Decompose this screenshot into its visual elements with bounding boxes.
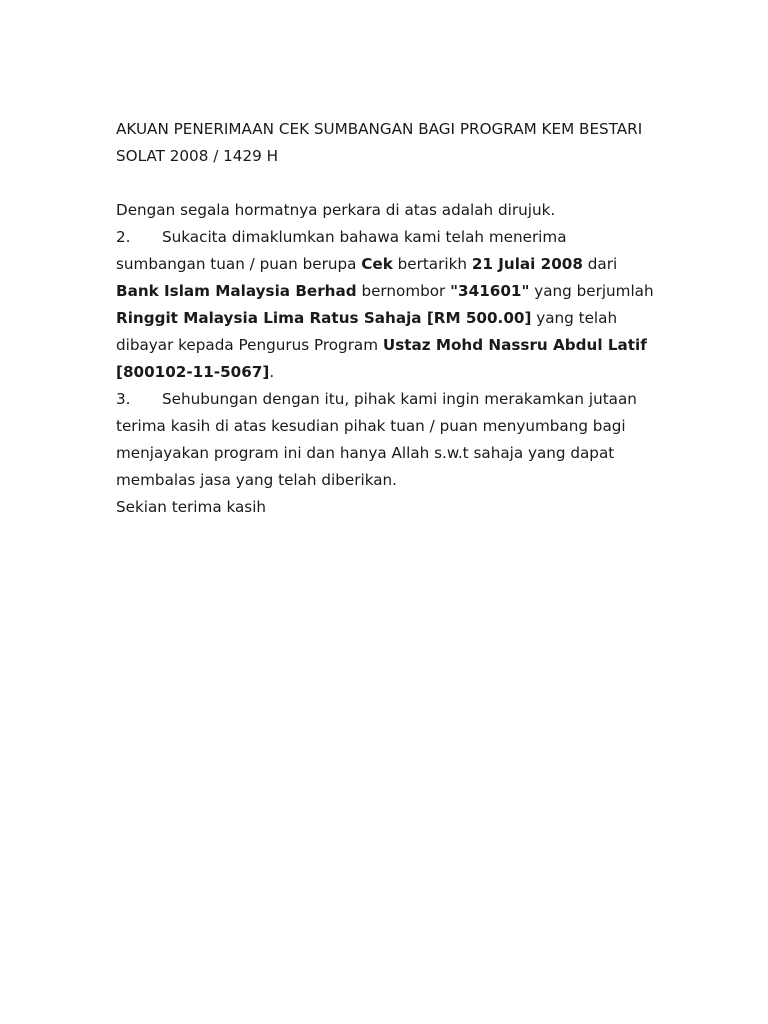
payment-method: Cek bbox=[361, 255, 393, 273]
closing-line: Sekian terima kasih bbox=[116, 498, 267, 516]
paragraph-3-text: Sehubungan dengan itu, pihak kami ingin merakamkan jutaan terima kasih di atas kesudian pihak tuan / puan menyumbang bagi menjayakan program ini dan hanya Allah s.w.t sahaja yang dapat membalas jasa yang telah diberikan. bbox=[116, 390, 637, 489]
paragraph-2-text-2: bertarikh bbox=[392, 255, 472, 273]
paragraph-2-text-3: dari bbox=[582, 255, 618, 273]
paragraph-2-text-7: . bbox=[269, 363, 275, 381]
letter-title: AKUAN PENERIMAAN CEK SUMBANGAN BAGI PROGRAM KEM BESTARI SOLAT 2008 / 1429 H bbox=[116, 120, 643, 165]
paragraph-2-text-5: yang berjumlah bbox=[529, 282, 654, 300]
paragraph-3-number: 3. bbox=[116, 390, 131, 408]
paragraph-2-text-6: yang telah dibayar kepada Pengurus Program bbox=[116, 309, 618, 354]
bank-name: Bank Islam Malaysia Berhad bbox=[116, 282, 357, 300]
paragraph-2 bbox=[116, 224, 656, 386]
opening-line: Dengan segala hormatnya perkara di atas adalah dirujuk. bbox=[116, 201, 556, 219]
program-manager: Ustaz Mohd Nassru Abdul Latif [800102-11-5067] bbox=[116, 336, 647, 381]
paragraph-2-number: 2. bbox=[116, 228, 131, 246]
amount: Ringgit Malaysia Lima Ratus Sahaja [RM 500.00] bbox=[116, 309, 532, 327]
letter-body bbox=[116, 116, 656, 521]
paragraph-2-text-4: bernombor bbox=[356, 282, 451, 300]
cheque-number: "341601" bbox=[450, 282, 530, 300]
paragraph-2-text-1: Sukacita dimaklumkan bahawa kami telah menerima sumbangan tuan / puan berupa bbox=[116, 228, 567, 273]
cheque-date: 21 Julai 2008 bbox=[471, 255, 583, 273]
paragraph-3 bbox=[116, 386, 656, 494]
